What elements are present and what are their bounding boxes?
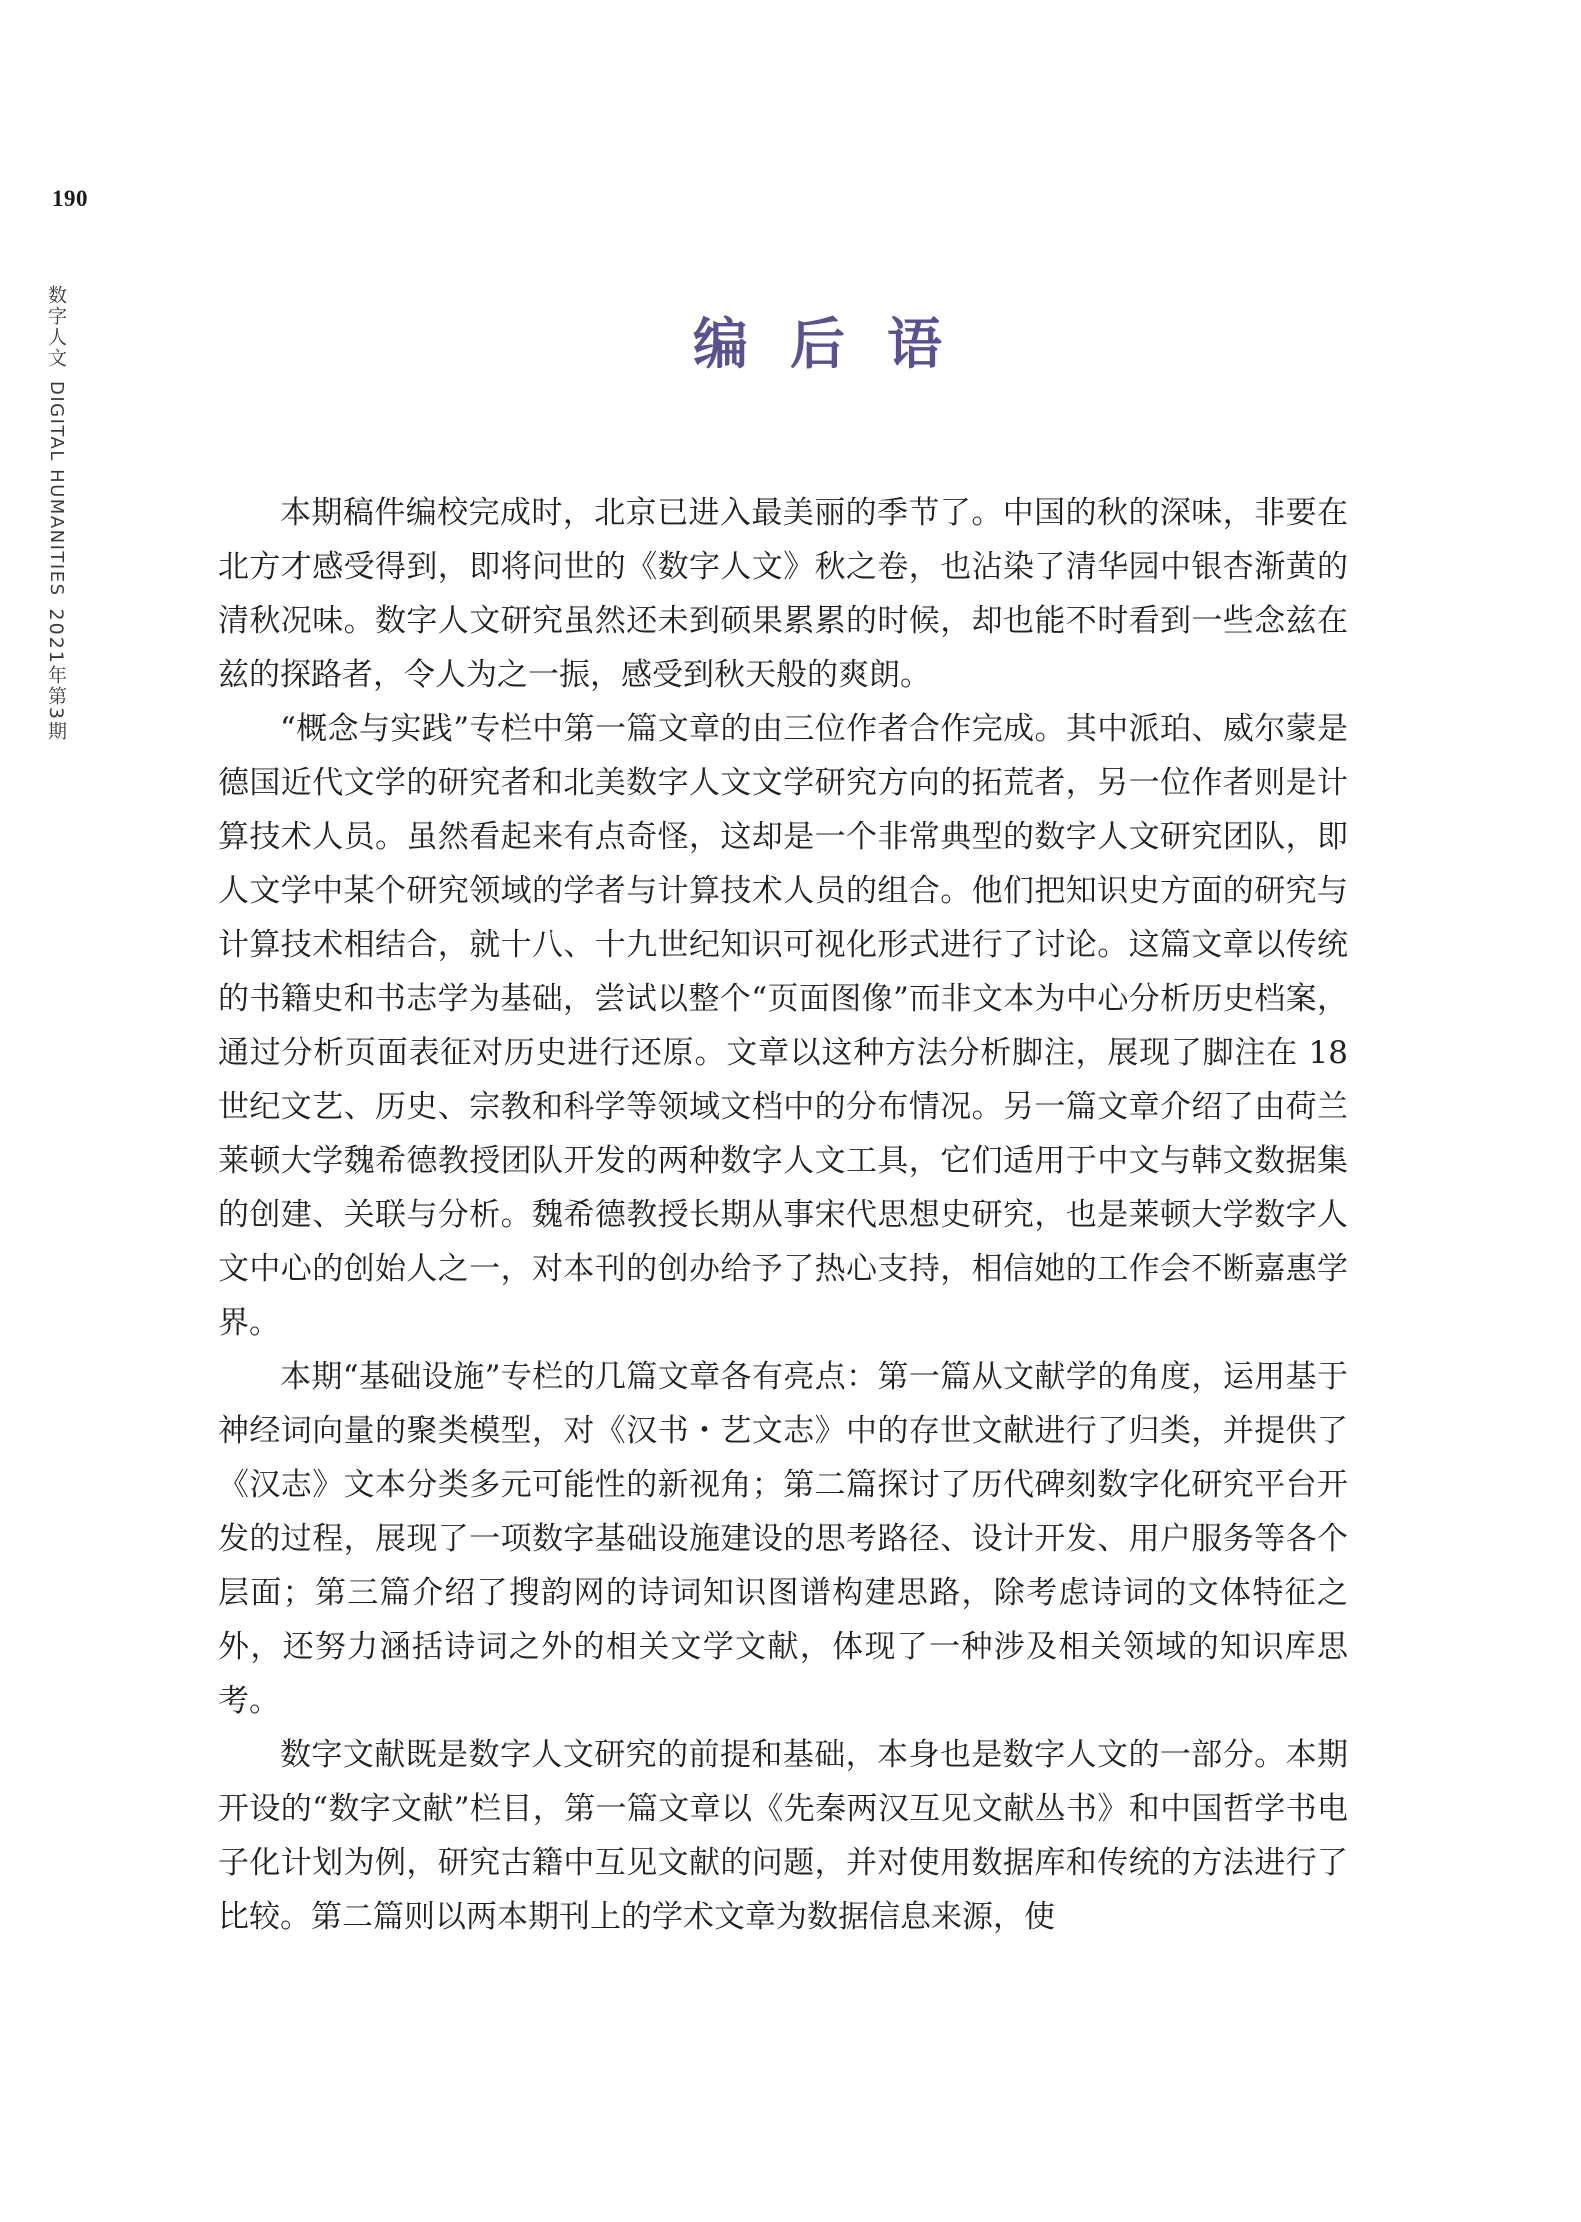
- page-number: 190: [52, 186, 88, 211]
- article-body: [218, 486, 1348, 1944]
- issue-label: 2021年第3期: [45, 608, 67, 742]
- page-title: 编后语: [692, 311, 984, 376]
- paragraph: 数字文献既是数字人文研究的前提和基础，本身也是数字人文的一部分。本期开设的“数字文献”栏目，第一篇文章以《先秦两汉互见文献丛书》和中国哲学书电子化计划为例，研究古籍中互见文献的问题，并对使用数据库和传统的方法进行了比较。第二篇则以两本期刊上的学术文章为数据信息来源，使: [218, 1737, 1348, 1935]
- paragraph: 本期稿件编校完成时，北京已进入最美丽的季节了。中国的秋的深味，非要在北方才感受得到，即将问世的《数字人文》秋之卷，也沾染了清华园中银杏渐黄的清秋况味。数字人文研究虽然还未到硕果累累的时候，却也能不时看到一些念兹在兹的探路者，令人为之一振，感受到秋天般的爽朗。: [218, 495, 1348, 693]
- journal-name-cn: 数字人文: [45, 285, 67, 369]
- paragraph: “概念与实践”专栏中第一篇文章的由三位作者合作完成。其中派珀、威尔蒙是德国近代文学的研究者和北美数字人文文学研究方向的拓荒者，另一位作者则是计算技术人员。虽然看起来有点奇怪，这却是一个非常典型的数字人文研究团队，即人文学中某个研究领域的学者与计算技术人员的组合。他们把知识史方面的研究与计算技术相结合，就十八、十九世纪知识可视化形式进行了讨论。这篇文章以传统的书籍史和书志学为基础，尝试以整个“页面图像”而非文本为中心分析历史档案，通过分析页面表征对历史进行还原。文章以这种方法分析脚注，展现了脚注在 18 世纪文艺、历史、宗教和科学等领域文档中的分布情况。另一篇文章介绍了由荷兰莱顿大学魏希德教授团队开发的两种数字人文工具，它们适用于中文与韩文数据集的创建、关联与分析。魏希德教授长期从事宋代思想史研究，也是莱顿大学数字人文中心的创始人之一，对本刊的创办给予了热心支持，相信她的工作会不断嘉惠学界。: [218, 711, 1348, 1341]
- paragraph: 本期“基础设施”专栏的几篇文章各有亮点：第一篇从文献学的角度，运用基于神经词向量的聚类模型，对《汉书・艺文志》中的存世文献进行了归类，并提供了《汉志》文本分类多元可能性的新视角；第二篇探讨了历代碑刻数字化研究平台开发的过程，展现了一项数字基础设施建设的思考路径、设计开发、用户服务等各个层面；第三篇介绍了搜韵网的诗词知识图谱构建思路，除考虑诗词的文体特征之外，还努力涵括诗词之外的相关文学文献，体现了一种涉及相关领域的知识库思考。: [218, 1359, 1348, 1719]
- journal-name-en: DIGITAL HUMANITIES: [46, 381, 67, 597]
